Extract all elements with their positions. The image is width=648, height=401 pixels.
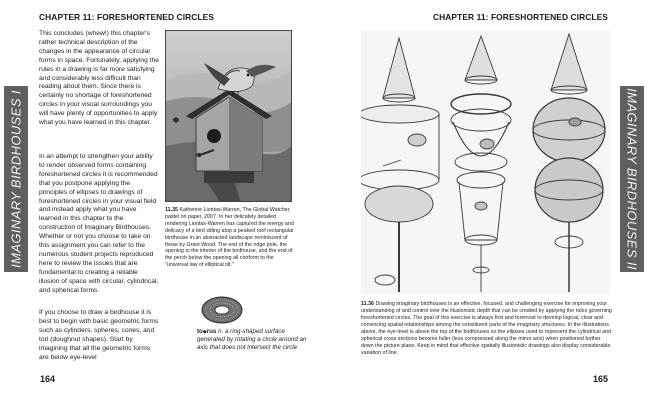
chapter-heading-left: CHAPTER 11: FORESHORTENED CIRCLES [39, 12, 215, 22]
torus-icon [200, 295, 244, 325]
torus-definition [197, 328, 307, 353]
chapter-heading-right: CHAPTER 11: FORESHORTENED CIRCLES [432, 12, 608, 22]
page-number-left: 164 [40, 374, 56, 384]
figure-caption-11-36-text: Drawing imaginary birdhouses is an effective, focused, and challenging exercise for improving your understanding of and control over the illusionistic depth that can be created by applying the rules governing foreshortened circles. The goal of this exercise is always first and foremost to develop logical, clear and convincing spatial relationships among the constituent parts of the imaginary structures. In the illustrations above, the eye-level is above the top of the birdhouses so the ellipses used to represent the cylindrical and spherical cross sections become fuller (less compressed along the minor axis) when positioned further down the picture plane. Keep in mind that effective spatially illusionistic drawings also display considerable variation of line. [361, 301, 612, 356]
figure-caption-11-35 [165, 207, 295, 269]
body-paragraph-2: In an attempt to strengthen your ability to render observed forms containing foreshortened circles it is recommended that you postpone applying the principles of ellipses to drawings of foreshortened circles in your visual field and instead apply what you have learned in this chapter to the construction of Imaginary Birdhouses. Whether or not you choose to take on this assignment you can refer to the numerous student projects reproduced here to review the issues that are fundamental to creating a reliable illusion of space with circular, cylindrical, and spherical forms. [39, 153, 159, 294]
side-tab-right-label: IMAGINARY BIRDHOUSES II [624, 88, 640, 270]
side-tab-left [4, 86, 28, 272]
figure-caption-11-35-text: Katherine Liontas-Warren, The Global Watcher, pastel on paper, 2007. In her delicately detailed rendering Liontas-Warren has captured the energy and delicacy of a bird sitting atop a peaked roof rectangular birdhouse in an abstracted landscape reminiscent of those by Grant Wood. The end of the ridge pole, the opening to the interior of the birdhouse, and the end of the perch below the opening all conform to the "universal law of elliptical tilt." [165, 207, 294, 269]
side-tab-right [620, 86, 644, 272]
right-page [324, 0, 648, 401]
body-paragraph-3: If you choose to draw a birdhouse it is best to begin with basic geometric forms such as cylinders, spheres, cones, and tori (doughnut shapes). Start by imagining that all the geometric forms are below eye-level [39, 309, 159, 361]
page-number-right: 165 [592, 374, 608, 384]
definition-term-part-1: to [197, 328, 203, 335]
torus-drawing [200, 295, 244, 325]
birdhouse-sketches [361, 30, 610, 294]
definition-part-of-speech: n. [218, 328, 224, 335]
side-tab-left-label: IMAGINARY BIRDHOUSES I [8, 90, 24, 268]
birdhouse-pastel-illustration [165, 30, 292, 202]
body-paragraph-1: This concludes (whew!) this chapter's rather technical description of the changes in the appearance of circular forms in space. Fortunately, applying the rules in a drawing is far more satisfying and considerably less difficult than reading about them. Since there is certainly no shortage of foreshortened circles in your visual surroundings you will have plenty of opportunities to apply what you have learned in this chapter. [39, 30, 159, 127]
figure-number-11-36: 11.36 [361, 301, 374, 307]
figure-number-11-35: 11.35 [165, 207, 178, 213]
definition-text: a ring-shaped surface generated by rotating a circle around an axis that does not intersect the circle [197, 328, 307, 352]
birdhouse-pastel-artwork [166, 31, 292, 202]
definition-term-part-2: rus [206, 328, 217, 335]
stress-dot-icon: ◆ [202, 329, 207, 335]
imaginary-birdhouses-drawing [361, 30, 610, 294]
figure-caption-11-36 [361, 301, 613, 357]
